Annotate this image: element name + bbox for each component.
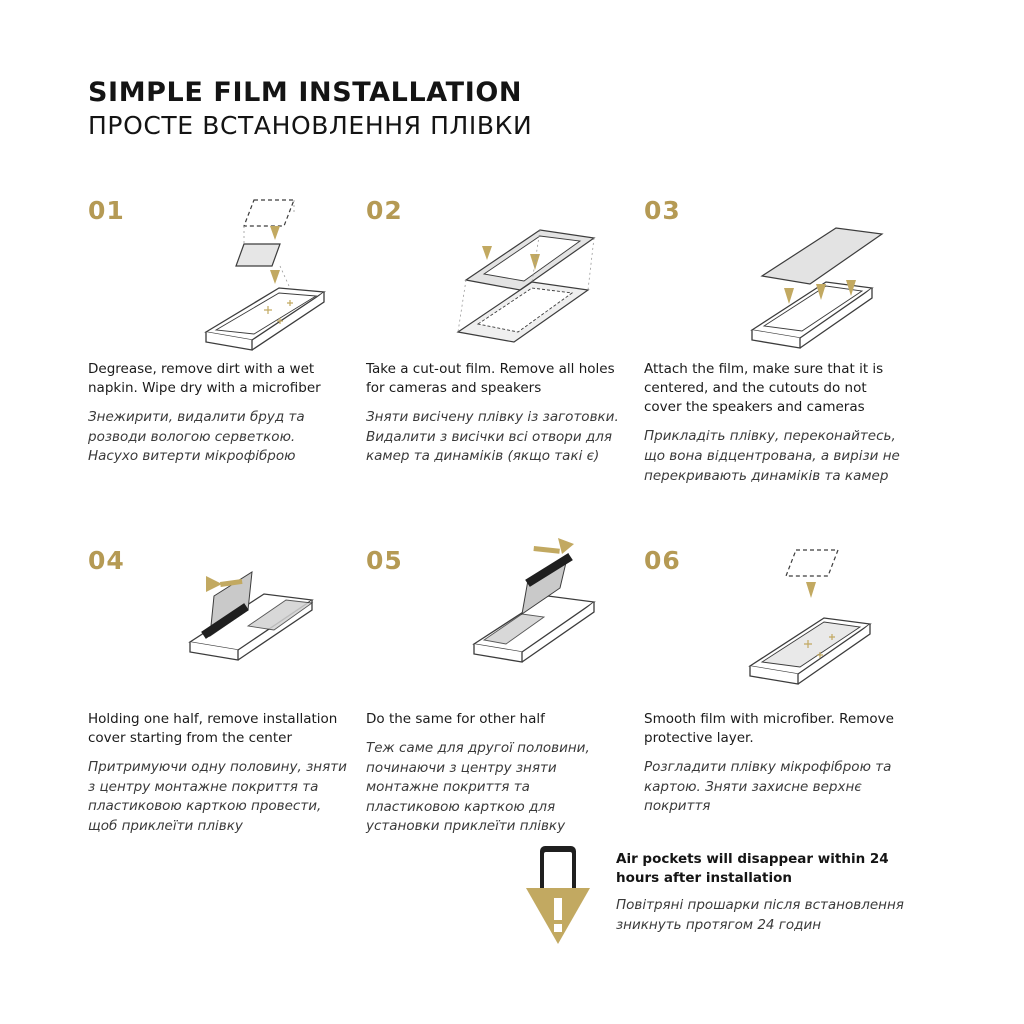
step-03-number: 03: [644, 196, 681, 225]
step-04-head: [88, 532, 348, 710]
step-01-text-en: Degrease, remove dirt with a wet napkin. Wipe dry with a microfiber: [88, 361, 321, 397]
page-title-ua: ПРОСТЕ ВСТАНОВЛЕННЯ ПЛІВКИ: [88, 110, 533, 140]
step-05-text-ua: Теж саме для другої половини, починаючи з центру зняти монтажне покриття та пластиковою карткою для установки приклеїти плівку: [366, 740, 590, 835]
step-06-head: [644, 532, 922, 710]
step-01-text: [88, 360, 348, 467]
page-title-en: SIMPLE FILM INSTALLATION: [88, 77, 523, 108]
step-06-text-ua: Розгладити плівку мікрофіброю та картою. Зняти захисне верхнє покриття: [644, 759, 892, 815]
step-02-illustration: [422, 182, 632, 360]
step-04-text: [88, 710, 348, 837]
step-01-number: 01: [88, 196, 125, 225]
step-02-number: 02: [366, 196, 403, 225]
step-03-illustration: [700, 182, 922, 360]
step-03-text-en: Attach the film, make sure that it is centered, and the cutouts do not cover the speakers and cameras: [644, 361, 884, 416]
warning-exclamation-icon: [508, 842, 616, 952]
step-01-illustration: [144, 182, 354, 360]
step-06-text-en: Smooth film with microfiber. Remove protective layer.: [644, 711, 894, 747]
steps-grid: [88, 182, 940, 837]
step-06-illustration: [700, 532, 922, 710]
step-01-head: [88, 182, 348, 360]
step-05: [366, 532, 644, 837]
footer-note: [508, 842, 948, 952]
step-05-text-en: Do the same for other half: [366, 711, 545, 727]
step-03-text: [644, 360, 922, 486]
step-06-text: [644, 710, 922, 817]
step-03-text-ua: Прикладіть плівку, переконайтесь, що вона відцентрована, а вирізи не перекривають динаміків та камер: [644, 428, 900, 484]
step-02-text: [366, 360, 626, 467]
step-02-head: [366, 182, 626, 360]
step-06-number: 06: [644, 546, 681, 575]
step-02: [366, 182, 644, 532]
step-04-text-en: Holding one half, remove installation cover starting from the center: [88, 711, 338, 747]
step-01: [88, 182, 366, 532]
step-02-text-ua: Зняти висічену плівку із заготовки. Видалити з висічки всі отвори для камер та динаміків (якщо такі є): [366, 409, 619, 465]
step-04-text-ua: Притримуючи одну половину, зняти з центру монтажне покриття та пластиковою карткою провести, щоб приклеїти плівку: [88, 759, 347, 834]
footer-note-en: Air pockets will disappear within 24 hours after installation: [616, 851, 889, 887]
step-05-illustration: [422, 532, 632, 710]
footer-note-text: [616, 842, 916, 935]
step-04-illustration: [144, 532, 354, 710]
step-02-text-en: Take a cut-out film. Remove all holes for cameras and speakers: [366, 361, 615, 397]
step-03-head: [644, 182, 922, 360]
step-05-text: [366, 710, 626, 837]
step-05-number: 05: [366, 546, 403, 575]
step-04-number: 04: [88, 546, 125, 575]
step-01-text-ua: Знежирити, видалити бруд та розводи вологою серветкою. Насухо витерти мікрофіброю: [88, 409, 305, 465]
step-06: [644, 532, 940, 837]
page-header: [88, 78, 948, 140]
step-03: [644, 182, 940, 532]
footer-note-ua: Повітряні прошарки після встановлення зникнуть протягом 24 годин: [616, 897, 904, 933]
step-05-head: [366, 532, 626, 710]
step-04: [88, 532, 366, 837]
